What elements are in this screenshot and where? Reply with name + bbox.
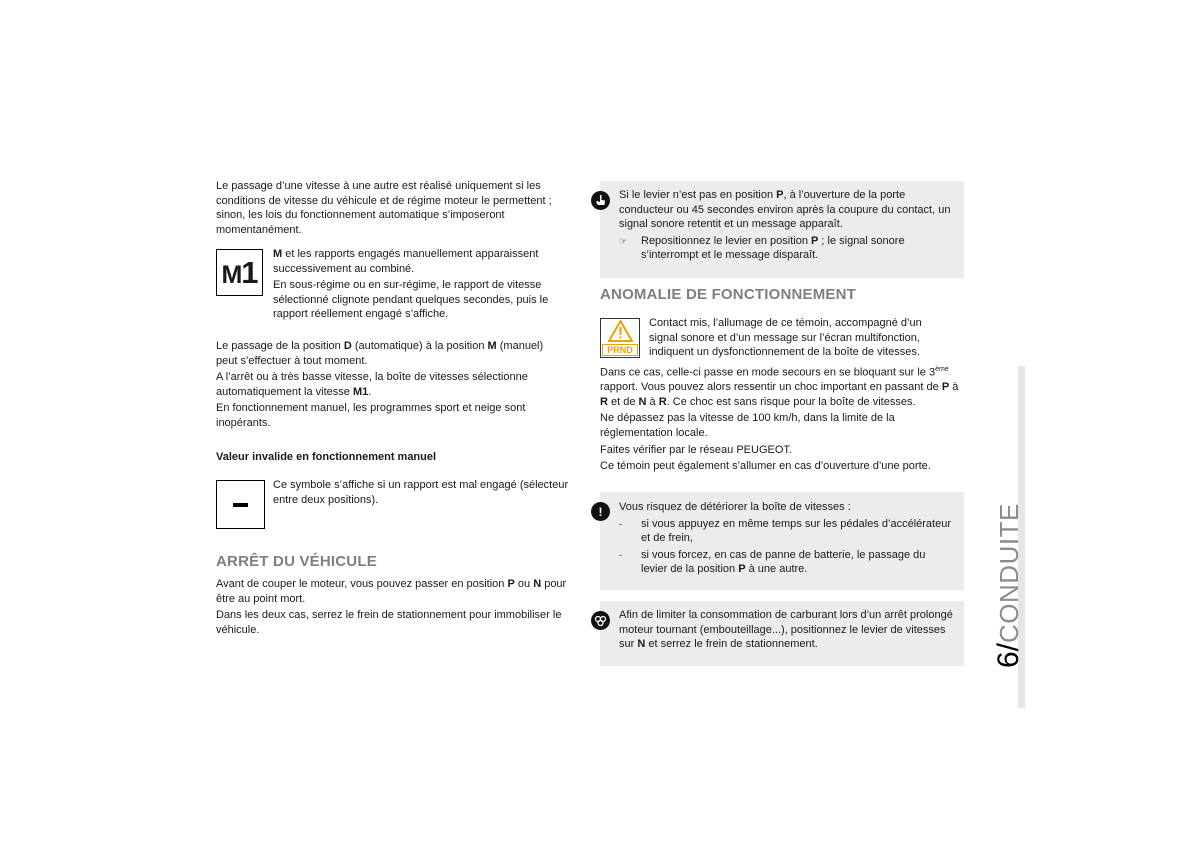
m1-icon-digit: 1 <box>241 254 258 290</box>
dash-glyph <box>233 503 248 507</box>
exclamation-icon: ! <box>591 502 610 521</box>
manual-mode-paragraphs <box>216 339 566 431</box>
warning-triangle-icon <box>600 318 640 358</box>
warning-box-intro: Vous risquez de détériorer la boîte de vitesses : <box>619 501 851 513</box>
section-title-arret: ARRÊT DU VÉHICULE <box>216 553 377 570</box>
warning-description: Contact mis, l’allumage de ce témoin, accompagné d’un signal sonore et d’un message sur l’écran multifonction, indiquent un dysfonctionnement de la boîte de vitesses. <box>649 317 922 359</box>
para-arret: A l’arrêt ou à très basse vitesse, la boîte de vitesses sélectionne automatiquement la vitesse M1. <box>216 371 528 398</box>
dash-description: Ce symbole s’affiche si un rapport est mal engagé (sélecteur entre deux positions). <box>273 479 569 506</box>
eco-leaf-icon <box>591 611 610 630</box>
anomaly-paragraphs <box>600 363 966 474</box>
left-column <box>216 179 566 237</box>
m1-description <box>273 247 583 322</box>
eco-box <box>600 601 964 666</box>
para-secours: Dans ce cas, celle-ci passe en mode secours en se bloquant sur le 3ème rapport. Vous pouvez alors ressentir un choc important en passant de P à R et de N à R. Ce choc est sans risque pour la boîte de vitesses. <box>600 366 959 408</box>
invalid-value-subheading: Valeur invalide en fonctionnement manuel <box>216 451 437 463</box>
prnd-label: PRND <box>602 344 638 356</box>
chapter-word: CONDUITE <box>994 503 1024 643</box>
para-speed: Ne dépassez pas la vitesse de 100 km/h, dans la limite de la réglementation locale. <box>600 412 895 440</box>
para-door: Ce témoin peut également s’allumer en cas d’ouverture d’une porte. <box>600 460 931 473</box>
m1-text-2: En sous-régime ou en sur-régime, le rapport de vitesse sélectionné clignote pendant quelques secondes, puis le rapport réellement engagé s’affiche. <box>273 279 549 321</box>
intro-paragraph: Le passage d’une vitesse à une autre est réalisé uniquement si les conditions de vitesse du véhicule et de régime moteur le permettent ; sinon, les lois du fonctionnement automatique s’imposeront momentanément. <box>216 180 552 236</box>
warning-item-1: - si vous appuyez en même temps sur les pédales d’accélérateur et de frein, <box>619 517 951 545</box>
m1-bold: M <box>273 248 283 260</box>
para-d-m: Le passage de la position D (automatique) à la position M (manuel) peut s’effectuer à tout moment. <box>216 340 544 367</box>
chapter-slash: / <box>992 642 1025 652</box>
warning-item-2: - si vous forcez, en cas de panne de batterie, le passage du levier de la position P à une autre. <box>619 548 926 576</box>
section-title-anomalie: ANOMALIE DE FONCTIONNEMENT <box>600 286 857 303</box>
chapter-title <box>992 503 1026 668</box>
info-box-lever <box>600 181 964 278</box>
arret-paragraphs <box>216 577 584 637</box>
dash-symbol-icon <box>216 480 265 529</box>
pointing-hand-icon: ☞ <box>619 235 628 246</box>
info-box-lever-bullet: ☞ Repositionnez le levier en position P ; le signal sonore s’interrompt et le message disparaît. <box>619 234 905 262</box>
m1-gear-icon <box>216 249 263 296</box>
arret-p1: Avant de couper le moteur, vous pouvez passer en position P ou N pour être au point mort. <box>216 578 567 605</box>
hand-pointer-icon <box>591 191 610 210</box>
chapter-number: 6 <box>992 651 1025 668</box>
eco-box-text: Afin de limiter la consommation de carburant lors d’un arrêt prolongé moteur tournant (embouteillage...), positionnez le levier de vitesses sur N et serrez le frein de stationnement. <box>619 609 953 651</box>
para-manual: En fonctionnement manuel, les programmes sport et neige sont inopérants. <box>216 402 526 429</box>
warning-box-damage <box>600 492 964 590</box>
info-box-lever-text: Si le levier n’est pas en position P, à l’ouverture de la porte conducteur ou 45 secondes environ après la coupure du contact, un signal sonore retentit et un message apparaît. ☞ Repositionnez le levier en position P ; le signal sonore s’interrompt et le message disparaît. <box>619 188 954 263</box>
warning-box-damage-text <box>619 500 954 577</box>
arret-p2: Dans les deux cas, serrez le frein de stationnement pour immobiliser le véhicule. <box>216 609 562 636</box>
para-peugeot: Faites vérifier par le réseau PEUGEOT. <box>600 443 792 456</box>
m1-icon-letter: M <box>221 260 242 289</box>
m1-text-1: et les rapports engagés manuellement apparaissent successivement au combiné. <box>273 248 539 275</box>
